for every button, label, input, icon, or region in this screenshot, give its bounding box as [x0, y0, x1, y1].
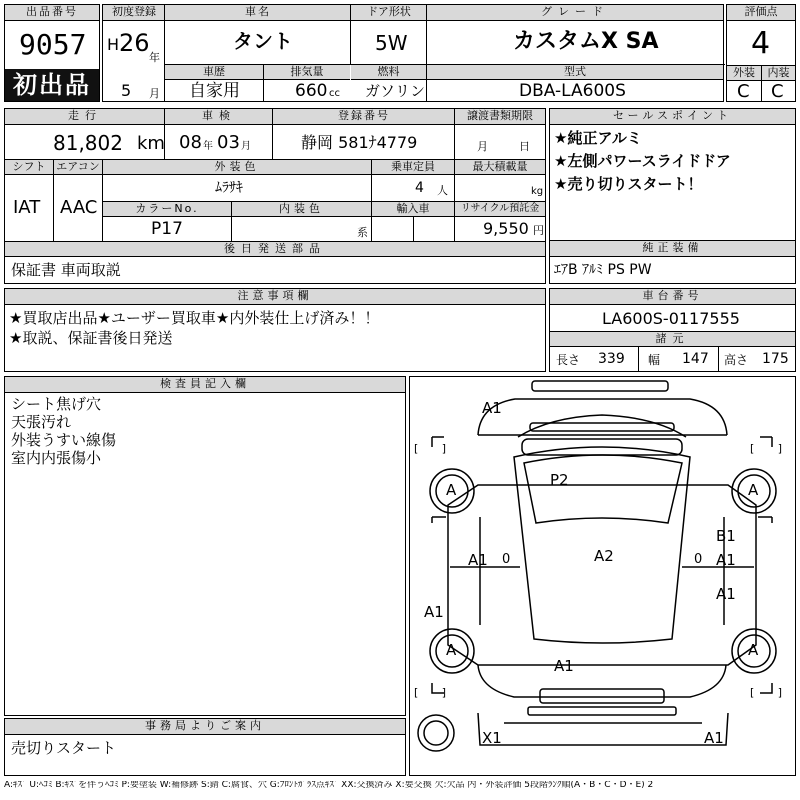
model-value: DBA-LA600S: [519, 81, 626, 101]
mileage-label: 走行: [5, 109, 165, 125]
lot-label: 出品番号: [5, 5, 99, 21]
reg-label: 初度登録: [103, 5, 165, 21]
ship-value: 保証書 車両取説: [11, 261, 121, 279]
capacity-unit: 人: [437, 184, 448, 197]
sales-label: セールスポイント: [550, 109, 795, 125]
inspector-line: 天張汚れ: [11, 413, 72, 431]
reg-month-unit: 月: [149, 87, 160, 100]
ship-label: 後日発送部品: [5, 242, 545, 257]
equip-value: ｴｱB ｱﾙﾐ PS PW: [554, 262, 652, 278]
mark-right-zero: 0: [694, 552, 703, 567]
ext-color-value: ﾑﾗｻｷ: [215, 180, 243, 196]
inspect-label: 車検: [165, 109, 273, 125]
mark-front-bumper: A1: [482, 399, 502, 417]
car-outline: [410, 377, 795, 775]
int-grade-value: C: [771, 81, 784, 102]
inspector-box: [4, 376, 406, 716]
notes-box: [4, 288, 546, 372]
mark-tire-rr: A: [748, 641, 759, 659]
damage-diagram: [409, 376, 796, 776]
score-value: 4: [751, 26, 771, 61]
mark-rear-bumper-left: X1: [482, 729, 502, 747]
inspect-year: 08: [179, 132, 202, 153]
equip-label: 純正装備: [550, 241, 795, 257]
notes-label: 注意事項欄: [5, 289, 545, 305]
length-value: 339: [598, 351, 625, 367]
int-grade-label: 内装: [762, 66, 795, 81]
load-unit: kg: [531, 186, 544, 197]
reg-year: 26: [119, 29, 150, 57]
note-line: ★買取店出品★ユーザー買取車★内外装仕上げ済み！！: [9, 309, 380, 327]
int-color-label: 内装色: [232, 202, 371, 217]
mark-left-front-door: A1: [468, 551, 488, 569]
shift-label: シフト: [5, 160, 53, 175]
displacement-unit: cc: [329, 88, 340, 99]
transfer-day-unit: 日: [519, 140, 530, 153]
grade-value: カスタムX SA: [513, 29, 659, 54]
bracket-right-2: [ ]: [750, 686, 793, 699]
mark-right-rear-door: A1: [716, 585, 736, 603]
inspector-line: 外装うすい線傷: [11, 431, 117, 449]
chassis-box: [549, 288, 796, 372]
inspect-month-unit: 月: [241, 141, 251, 152]
score-box: [726, 4, 796, 102]
inspector-line: 室内内張傷小: [11, 449, 102, 467]
inspect-month: 03: [217, 132, 240, 153]
fuel-value: ガソリン: [365, 82, 426, 100]
history-value: 自家用: [189, 81, 240, 101]
name-label: 車名: [165, 5, 351, 21]
equipment-box: [549, 240, 796, 284]
ext-color-label: 外装色: [103, 160, 371, 175]
first-listing-badge: 初出品: [5, 69, 99, 101]
inspector-label: 検査員記入欄: [5, 377, 405, 393]
office-box: [4, 718, 406, 776]
mark-tire-rl: A: [446, 641, 457, 659]
office-label: 事務局よりご案内: [5, 719, 405, 735]
color-no-value: P17: [151, 219, 183, 239]
sales-point: ★純正アルミ: [554, 129, 642, 147]
reg-era: H: [107, 35, 120, 54]
lot-number: 9057: [19, 28, 87, 61]
recycle-unit: 円: [533, 224, 544, 237]
color-no-label: カラーNo.: [103, 202, 231, 217]
history-label: 車歴: [165, 65, 263, 80]
model-label: 型式: [427, 65, 723, 80]
load-label: 最大積載量: [455, 160, 545, 175]
mark-left-rear-fender: A1: [424, 603, 444, 621]
note-line: ★取説、保証書後日発送: [9, 329, 173, 347]
recycle-value: 9,550: [483, 219, 529, 238]
capacity-label: 乗車定員: [372, 160, 454, 175]
chassis-label: 車台番号: [550, 289, 795, 305]
chassis-value: LA600S-0117555: [602, 309, 740, 328]
car-name: タント: [233, 29, 293, 53]
length-label: 長さ: [556, 353, 581, 367]
grade-label: グレード: [427, 5, 723, 21]
ext-grade-value: C: [737, 81, 750, 102]
ac-label: エアコン: [54, 160, 102, 175]
sales-points-box: [549, 108, 796, 242]
door-label: ドア形状: [351, 5, 427, 21]
mark-right-door-b: B1: [716, 527, 736, 545]
bracket-right-1: [ ]: [750, 442, 793, 455]
mark-interior: A2: [594, 547, 614, 565]
int-color-unit: 系: [357, 226, 368, 239]
inspector-line: シート焦げ穴: [11, 395, 102, 413]
reg-month: 5: [121, 81, 132, 100]
recycle-label: リサイクル預託金: [455, 202, 545, 217]
score-label: 評価点: [727, 5, 795, 21]
legend: A:ｷｽﾞ U:ﾍｺﾐ B:ｷｽﾞを伴うﾍｺﾐ P:要塗装 W:補修跡 S:錆 C:腐食、穴 G:ﾌﾛﾝﾄｶﾞﾗｽ点ｷｽﾞ XX:交換済み X:要交換 欠:欠品 内・外装評価 5段階ﾗﾝｸ順(A・B・C・D・E) 2: [4, 781, 654, 790]
mark-back-door: A1: [554, 657, 574, 675]
spec-box: [4, 108, 546, 284]
mark-left-zero: 0: [502, 552, 511, 567]
height-label: 高さ: [724, 353, 749, 367]
height-value: 175: [762, 351, 789, 367]
displacement-value: 660: [295, 81, 328, 101]
mileage-unit: km: [137, 133, 165, 154]
mark-rear-bumper-right: A1: [704, 729, 724, 747]
ext-grade-label: 外装: [727, 66, 761, 81]
vehicle-info-box: [102, 4, 724, 102]
mark-roof: P2: [550, 471, 569, 489]
transfer-label: 譲渡書類期限: [455, 109, 545, 125]
disp-label: 排気量: [264, 65, 350, 80]
plate-label: 登録番号: [273, 109, 455, 125]
sales-point: ★売り切りスタート！: [554, 175, 703, 193]
mark-tire-fl: A: [446, 481, 457, 499]
mileage-value: 81,802: [53, 131, 123, 155]
ac-value: AAC: [60, 197, 98, 218]
bracket-left-2: [ ]: [414, 686, 457, 699]
door-value: 5W: [375, 31, 408, 55]
mark-right-door-a: A1: [716, 551, 736, 569]
width-value: 147: [682, 351, 709, 367]
bracket-left-1: [ ]: [414, 442, 457, 455]
import-label: 輸入車: [372, 202, 454, 217]
reg-year-unit: 年: [149, 51, 160, 64]
office-text: 売切りスタート: [11, 739, 117, 757]
plate-value: 静岡 581ﾅ4779: [301, 133, 418, 152]
transfer-month-unit: 月: [477, 140, 488, 153]
capacity-value: 4: [415, 180, 424, 196]
spec-label: 諸元: [550, 332, 795, 347]
sales-point: ★左側パワースライドドア: [554, 152, 731, 170]
fuel-label: 燃料: [351, 65, 426, 80]
lot-box: [4, 4, 100, 102]
mark-tire-fr: A: [748, 481, 759, 499]
inspect-year-unit: 年: [203, 141, 213, 152]
width-label: 幅: [648, 353, 661, 367]
shift-value: IAT: [13, 197, 41, 218]
